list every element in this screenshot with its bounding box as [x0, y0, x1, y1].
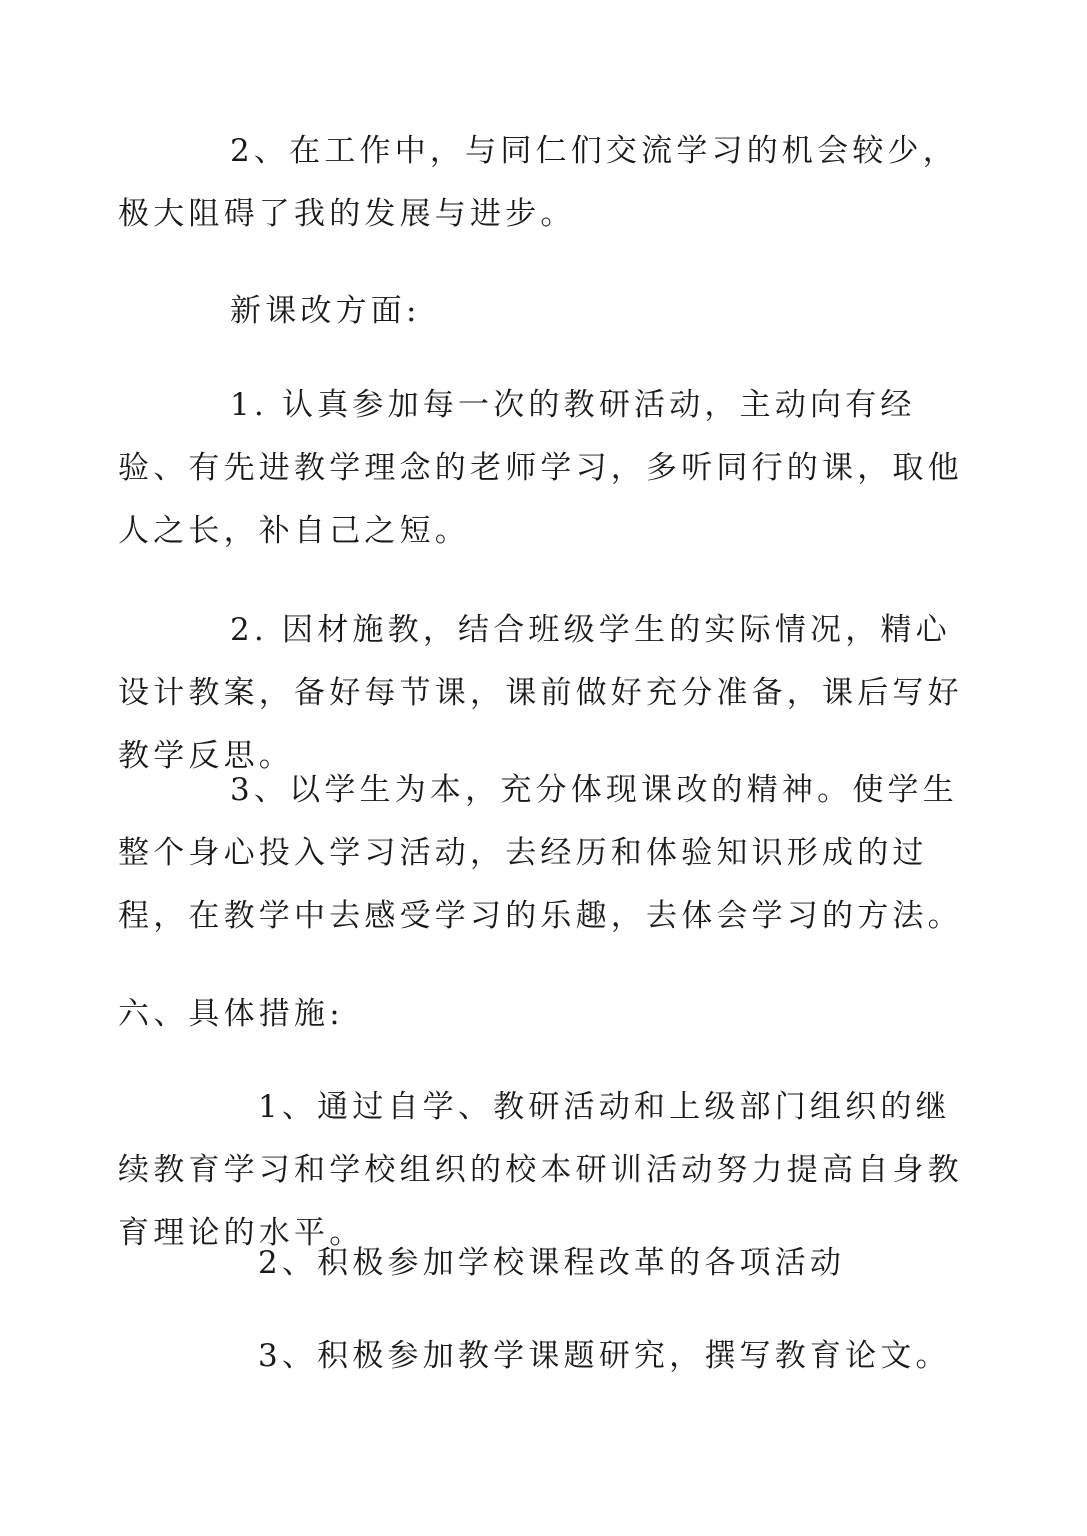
- paragraph-measure-3: 3、积极参加教学课题研究，撰写教育论文。: [258, 1338, 951, 1374]
- paragraph-reform-item-1: 1. 认真参加每一次的教研活动，主动向有经验、有先进教学理念的老师学习，多听同行的课，取他人之长，补自己之短。: [118, 387, 963, 549]
- paragraph-reform-item-3: 3、以学生为本，充分体现课改的精神。使学生整个身心投入学习活动，去经历和体验知识形成的过程，在教学中去感受学习的乐趣，去体会学习的方法。: [118, 772, 963, 934]
- paragraph-reform-item-2: 2. 因材施教，结合班级学生的实际情况，精心设计教案，备好每节课，课前做好充分准备，课后写好教学反思。: [118, 612, 963, 774]
- heading-specific-measures: 六、具体措施:: [118, 996, 344, 1032]
- heading-curriculum-reform: 新课改方面:: [230, 293, 421, 329]
- paragraph-communication: 2、在工作中，与同仁们交流学习的机会较少，极大阻碍了我的发展与进步。: [118, 133, 958, 232]
- paragraph-measure-1: 1、通过自学、教研活动和上级部门组织的继续教育学习和学校组织的校本研训活动努力提高自身教育理论的水平。: [118, 1089, 963, 1251]
- paragraph-measure-2: 2、积极参加学校课程改革的各项活动: [258, 1245, 846, 1281]
